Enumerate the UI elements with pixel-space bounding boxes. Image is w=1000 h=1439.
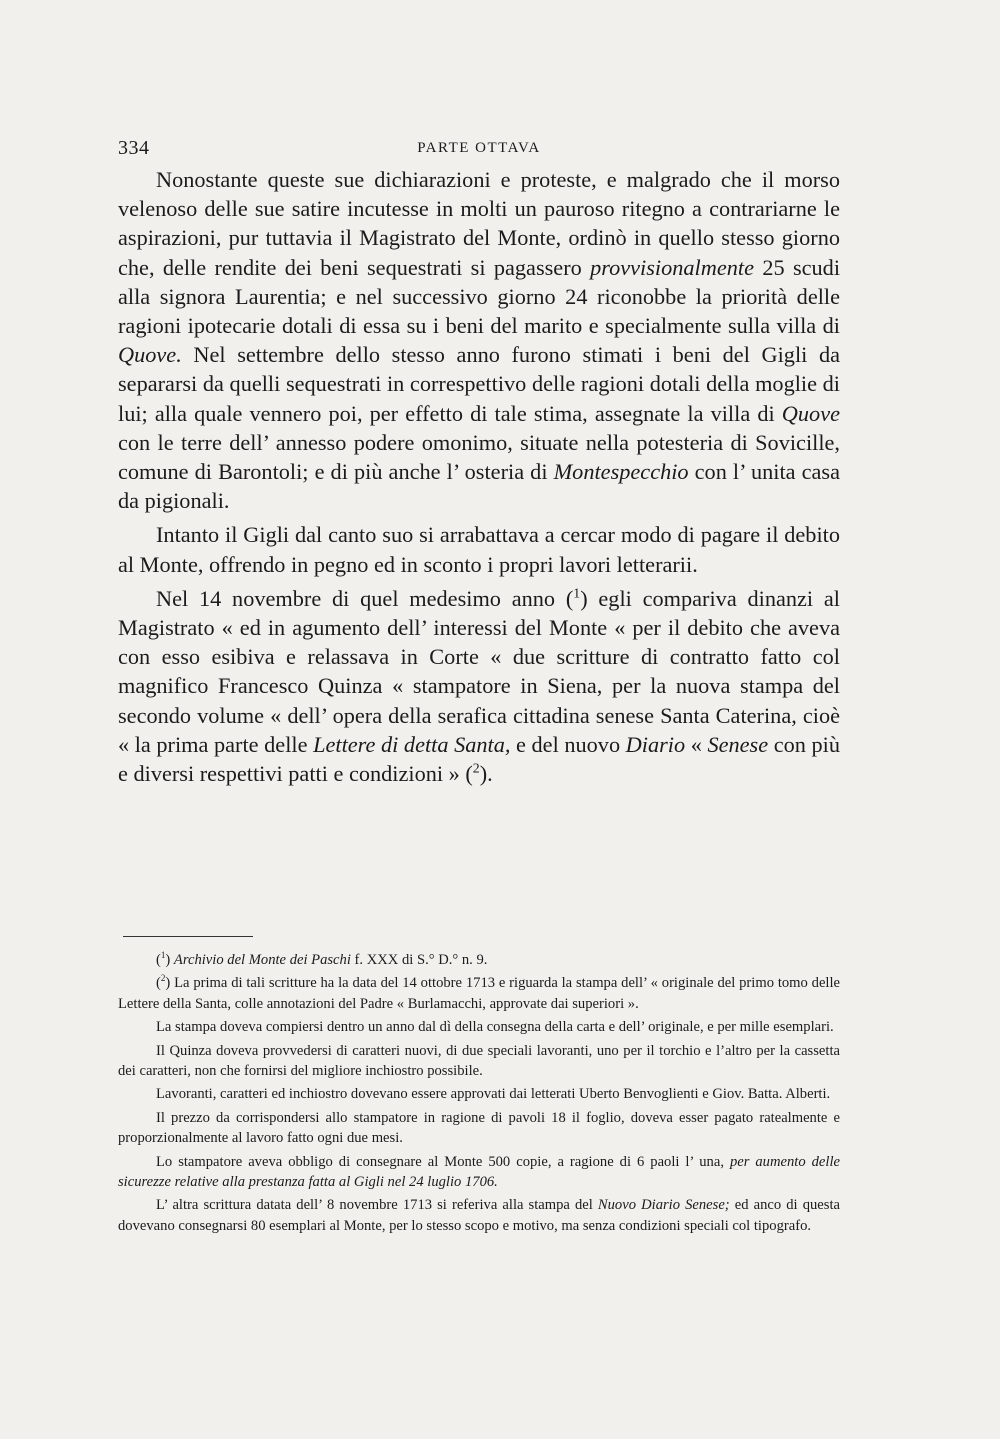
italic-run: Nuovo Diario Senese;: [597, 1197, 730, 1214]
paragraph-3: [118, 584, 840, 788]
text-run: L’ altra scrittura datata dell’ 8 novembre 1713 si referiva alla stampa del: [156, 1197, 598, 1214]
text-run: ).: [479, 761, 493, 787]
text-run: «: [685, 731, 708, 757]
italic-run: Lettere di detta Santa,: [313, 731, 511, 757]
footnote-paragraph: [118, 1195, 840, 1236]
footnote-marker: 2: [160, 973, 166, 984]
italic-run: Senese: [707, 731, 769, 757]
footnotes: [118, 950, 840, 1239]
footnote-ref: 2: [472, 760, 480, 776]
running-title: PARTE OTTAVA: [417, 140, 541, 156]
footnote-ref: 1: [573, 585, 581, 601]
text-run: e del nuovo: [510, 731, 626, 757]
text-run: ed anco di questa dovevano consegnarsi 80 esemplari al Monte, per lo stesso scopo e motivo, ma senza condizioni speciali col tipografo.: [118, 1197, 840, 1234]
text-run: ) egli compariva dinanzi al Magistrato « ed in agumento dell’ interessi del Monte « per il debito che aveva con esso esibiva e relassava in Corte « due scritture di contratto fatto col magnifico Francesco Quinza « stampatore in Siena, per la nuova stampa del secondo volume « dell’ opera della serafica cittadina senese Santa Caterina, cioè « la prima parte delle: [118, 585, 840, 757]
footnote-2: ($^2$) La prima di tali scritture ha la data del 14 ottobre 1713 e riguarda la stampa dell’ « originale del primo tomo delle Lettere della Santa, colle annotazioni del Padre « Burlamacchi, approvate dai superiori ».: [118, 973, 841, 1012]
footnote-marker: 1: [160, 950, 166, 961]
page-header: [118, 137, 840, 167]
text-run: Nel settembre dello stesso anno furono stimati i beni del Gigli da separarsi da quelli sequestrati in correspettivo delle ragioni dotali della moglie di lui; alla quale vennero poi, per effetto di tale stima, assegnate la villa di: [118, 342, 840, 426]
text-run: La prima di tali scritture ha la data del 14 ottobre 1713 e riguarda la stampa dell’ « originale del primo tomo delle Lettere della Santa, colle annotazioni del Padre « Burlamacchi, approvate dai superiori ».: [118, 975, 841, 1012]
page-number: 334: [118, 137, 150, 159]
footnote-divider: [123, 936, 253, 937]
text-run: con più e diversi respettivi patti e condizioni » (: [118, 731, 840, 787]
paragraph-2: Intanto il Gigli dal canto suo si arrabattava a cercar modo di pagare il debito al Monte, offrendo in pegno ed in sconto i propri lavori letterarii.: [118, 522, 840, 577]
italic-run: Quove: [781, 400, 840, 426]
italic-run: Archivio del Monte dei Paschi: [173, 952, 351, 968]
footnote-paragraph: Il Quinza doveva provvedersi di caratteri nuovi, di due speciali lavoranti, uno per il torchio e l’altro per la cassetta dei caratteri, non che fornirsi del migliore inchiostro possibile.: [118, 1042, 840, 1080]
text-run: f. XXX di S.° D.° n. 9.: [350, 952, 488, 968]
footnote-paragraph: La stampa doveva compiersi dentro un anno dal dì della consegna della carta e dell’ originale, e per mille esemplari.: [156, 1019, 834, 1036]
italic-run: provvisionalmente: [590, 254, 754, 280]
text-run: Nonostante queste sue dichiarazioni e proteste, e malgrado che il morso velenoso delle sue satire incutesse in molti un pauroso ritegno a contrariarne le aspirazioni, pur tuttavia il Magistrato del Monte, ordinò in quello stesso giorno che, delle rendite dei beni sequestrati si pagassero: [118, 167, 840, 280]
text-run: 25 scudi alla signora Laurentia; e nel successivo giorno 24 riconobbe la priorità delle ragioni ipotecarie dotali di essa su i beni del marito e specialmente sulla villa di: [118, 254, 841, 339]
text-run: con l’ unita casa da pigionali.: [118, 459, 841, 514]
text-run: Lo stampatore aveva obbligo di consegnare al Monte 500 copie, a ragione di 6 paoli l’ una,: [156, 1153, 730, 1170]
body-text: [118, 165, 840, 793]
text-run: con le terre dell’ annesso podere omonimo, situate nella potesteria di Sovicille, comune di Barontoli; e di più anche l’ osteria di: [118, 429, 840, 485]
italic-run: Quove.: [118, 342, 182, 368]
footnote-paragraph: Il prezzo da corrispondersi allo stampatore in ragione di pavoli 18 il foglio, doveva esser pagato ratealmente e proporzionalmente al lavoro fatto ogni due mesi.: [118, 1109, 840, 1147]
paragraph-1: [118, 165, 840, 515]
footnote-paragraph: [118, 1152, 840, 1193]
italic-run: per aumento delle sicurezze relative alla prestanza fatta al Gigli nel 24 luglio 1706.: [118, 1153, 840, 1191]
italic-run: Montespecchio: [553, 459, 689, 485]
footnote-paragraph: Lavoranti, caratteri ed inchiostro dovevano essere approvati dai letterati Uberto Benvoglienti e Giov. Batta. Alberti.: [156, 1086, 831, 1103]
footnote-1: ($^1$) Archivio del Monte dei Paschi f. XXX di S.° D.° n. 9.: [156, 950, 488, 968]
italic-run: Diario: [625, 731, 686, 757]
text-run: Nel 14 novembre di quel medesimo anno (: [156, 585, 574, 611]
